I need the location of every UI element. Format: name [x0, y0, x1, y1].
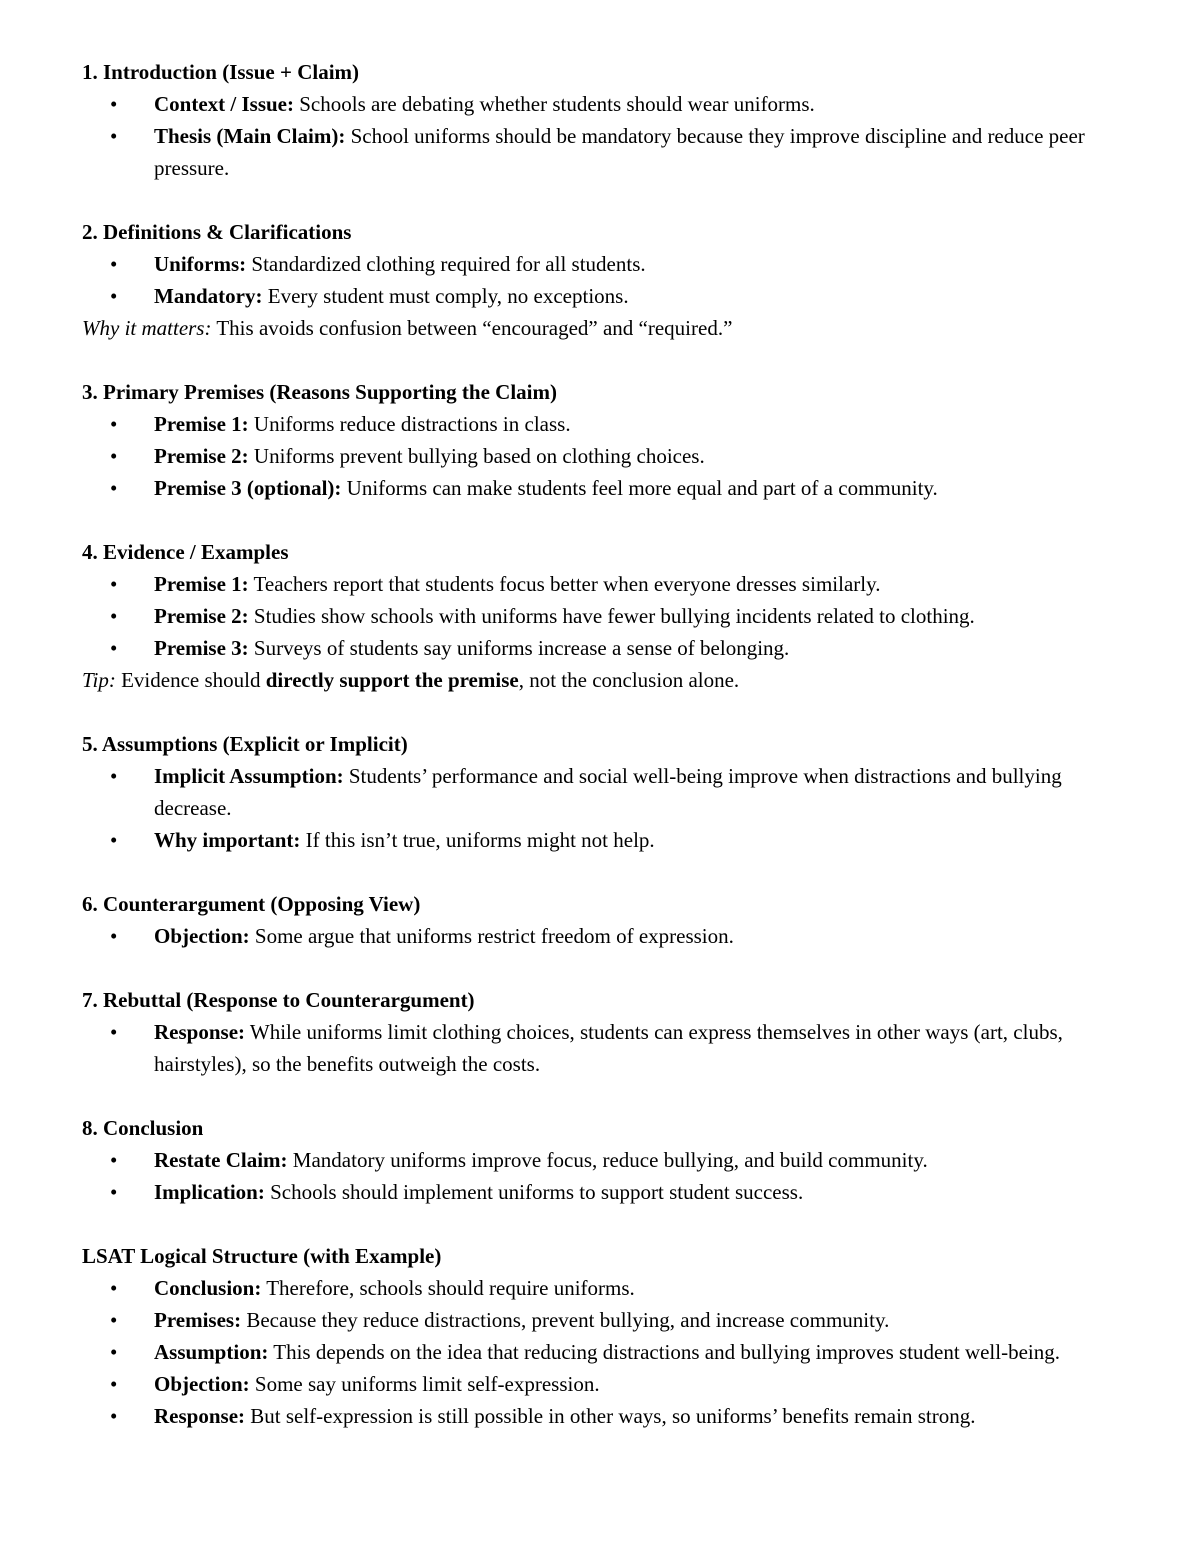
item-label: Mandatory: — [154, 284, 263, 308]
list-item — [82, 1368, 1120, 1400]
item-text: Uniforms reduce distractions in class. — [248, 412, 571, 436]
bullet-icon: • — [110, 444, 118, 468]
list-item — [82, 88, 1120, 120]
item-label: Premise 2: — [154, 444, 249, 468]
list-item — [82, 1304, 1120, 1336]
bullet-icon: • — [110, 1180, 118, 1204]
bullet-icon: • — [110, 92, 118, 116]
item-label: Premise 3 (optional): — [154, 476, 342, 500]
item-text: Because they reduce distractions, prevent bullying, and increase community. — [241, 1308, 890, 1332]
section-heading: 3. Primary Premises (Reasons Supporting the Claim) — [82, 380, 557, 404]
item-label: Why important: — [154, 828, 301, 852]
bullet-list — [82, 920, 1120, 952]
item-text: While uniforms limit clothing choices, students can express themselves in other ways (art, clubs, hairstyles), so the benefits outweigh the costs. — [154, 1020, 1063, 1076]
item-text: This depends on the idea that reducing distractions and bullying improves student well-being. — [268, 1340, 1060, 1364]
item-label: Premise 3: — [154, 636, 249, 660]
item-label: Premises: — [154, 1308, 242, 1332]
item-text: Some say uniforms limit self-expression. — [249, 1372, 600, 1396]
bullet-list — [82, 248, 1120, 312]
section-lsat-structure — [82, 1240, 1120, 1432]
section-heading: LSAT Logical Structure (with Example) — [82, 1244, 442, 1268]
bullet-icon: • — [110, 636, 118, 660]
section-heading: 2. Definitions & Clarifications — [82, 220, 352, 244]
bullet-icon: • — [110, 1340, 118, 1364]
item-text: Schools are debating whether students should wear uniforms. — [294, 92, 815, 116]
bullet-list — [82, 1016, 1120, 1080]
bullet-list — [82, 1144, 1120, 1208]
section-heading: 5. Assumptions (Explicit or Implicit) — [82, 732, 408, 756]
list-item — [82, 408, 1120, 440]
item-text: Teachers report that students focus better when everyone dresses similarly. — [248, 572, 881, 596]
bullet-list — [82, 88, 1120, 184]
list-item — [82, 1336, 1120, 1368]
tip-note — [82, 664, 1120, 696]
section-definitions — [82, 216, 1120, 344]
list-item — [82, 248, 1120, 280]
item-label: Response: — [154, 1020, 246, 1044]
tip-text-before: Evidence should — [115, 668, 266, 692]
list-item — [82, 120, 1120, 184]
bullet-icon: • — [110, 1020, 118, 1044]
bullet-icon: • — [110, 412, 118, 436]
item-label: Objection: — [154, 924, 250, 948]
item-text: If this isn’t true, uniforms might not help. — [300, 828, 655, 852]
item-label: Response: — [154, 1404, 246, 1428]
bullet-icon: • — [110, 1276, 118, 1300]
bullet-icon: • — [110, 764, 118, 788]
section-rebuttal — [82, 984, 1120, 1080]
section-assumptions — [82, 728, 1120, 856]
list-item — [82, 440, 1120, 472]
list-item — [82, 1144, 1120, 1176]
tip-lead: Tip: — [82, 668, 116, 692]
item-text: But self-expression is still possible in other ways, so uniforms’ benefits remain strong. — [245, 1404, 976, 1428]
item-text: Surveys of students say uniforms increase a sense of belonging. — [248, 636, 790, 660]
section-primary-premises — [82, 376, 1120, 504]
item-text: Students’ performance and social well-being improve when distractions and bullying decrease. — [154, 764, 1062, 820]
bullet-icon: • — [110, 252, 118, 276]
why-it-matters-note — [82, 312, 1120, 344]
item-label: Implication: — [154, 1180, 265, 1204]
item-text: Mandatory uniforms improve focus, reduce bullying, and build community. — [287, 1148, 928, 1172]
section-heading: 7. Rebuttal (Response to Counterargument) — [82, 988, 475, 1012]
section-conclusion — [82, 1112, 1120, 1208]
bullet-icon: • — [110, 572, 118, 596]
tip-emphasis: directly support the premise — [265, 668, 519, 692]
section-counterargument — [82, 888, 1120, 952]
list-item — [82, 472, 1120, 504]
item-label: Premise 1: — [154, 412, 249, 436]
bullet-icon: • — [110, 1148, 118, 1172]
item-text: Standardized clothing required for all students. — [246, 252, 646, 276]
section-heading: 6. Counterargument (Opposing View) — [82, 892, 421, 916]
bullet-list — [82, 1272, 1120, 1432]
bullet-list — [82, 760, 1120, 856]
list-item — [82, 600, 1120, 632]
item-text: Schools should implement uniforms to support student success. — [264, 1180, 804, 1204]
list-item — [82, 568, 1120, 600]
item-label: Assumption: — [154, 1340, 269, 1364]
list-item — [82, 760, 1120, 824]
item-text: Some argue that uniforms restrict freedom of expression. — [249, 924, 734, 948]
note-lead: Why it matters: — [82, 316, 212, 340]
list-item — [82, 920, 1120, 952]
item-label: Conclusion: — [154, 1276, 262, 1300]
list-item — [82, 824, 1120, 856]
item-label: Thesis (Main Claim): — [154, 124, 346, 148]
item-text: Uniforms can make students feel more equal and part of a community. — [341, 476, 938, 500]
item-text: Therefore, schools should require uniforms. — [261, 1276, 635, 1300]
item-label: Uniforms: — [154, 252, 247, 276]
item-label: Objection: — [154, 1372, 250, 1396]
list-item — [82, 1016, 1120, 1080]
bullet-icon: • — [110, 476, 118, 500]
bullet-icon: • — [110, 1404, 118, 1428]
section-heading: 4. Evidence / Examples — [82, 540, 289, 564]
list-item — [82, 1176, 1120, 1208]
item-text: Studies show schools with uniforms have fewer bullying incidents related to clothing. — [248, 604, 975, 628]
item-label: Implicit Assumption: — [154, 764, 344, 788]
item-text: Uniforms prevent bullying based on clothing choices. — [248, 444, 705, 468]
bullet-icon: • — [110, 124, 118, 148]
item-label: Premise 1: — [154, 572, 249, 596]
bullet-icon: • — [110, 924, 118, 948]
item-label: Premise 2: — [154, 604, 249, 628]
list-item — [82, 1272, 1120, 1304]
bullet-icon: • — [110, 1308, 118, 1332]
list-item — [82, 280, 1120, 312]
bullet-icon: • — [110, 284, 118, 308]
item-label: Restate Claim: — [154, 1148, 288, 1172]
list-item — [82, 632, 1120, 664]
section-heading: 1. Introduction (Issue + Claim) — [82, 60, 360, 84]
bullet-icon: • — [110, 1372, 118, 1396]
item-text: Every student must comply, no exceptions. — [262, 284, 629, 308]
bullet-icon: • — [110, 604, 118, 628]
section-evidence — [82, 536, 1120, 696]
bullet-icon: • — [110, 828, 118, 852]
list-item — [82, 1400, 1120, 1432]
item-text: School uniforms should be mandatory because they improve discipline and reduce peer pressure. — [154, 124, 1085, 180]
note-text: This avoids confusion between “encouraged” and “required.” — [211, 316, 733, 340]
tip-text-after: , not the conclusion alone. — [518, 668, 740, 692]
bullet-list — [82, 408, 1120, 504]
section-introduction — [82, 56, 1120, 184]
section-heading: 8. Conclusion — [82, 1116, 204, 1140]
item-label: Context / Issue: — [154, 92, 294, 116]
bullet-list — [82, 568, 1120, 664]
